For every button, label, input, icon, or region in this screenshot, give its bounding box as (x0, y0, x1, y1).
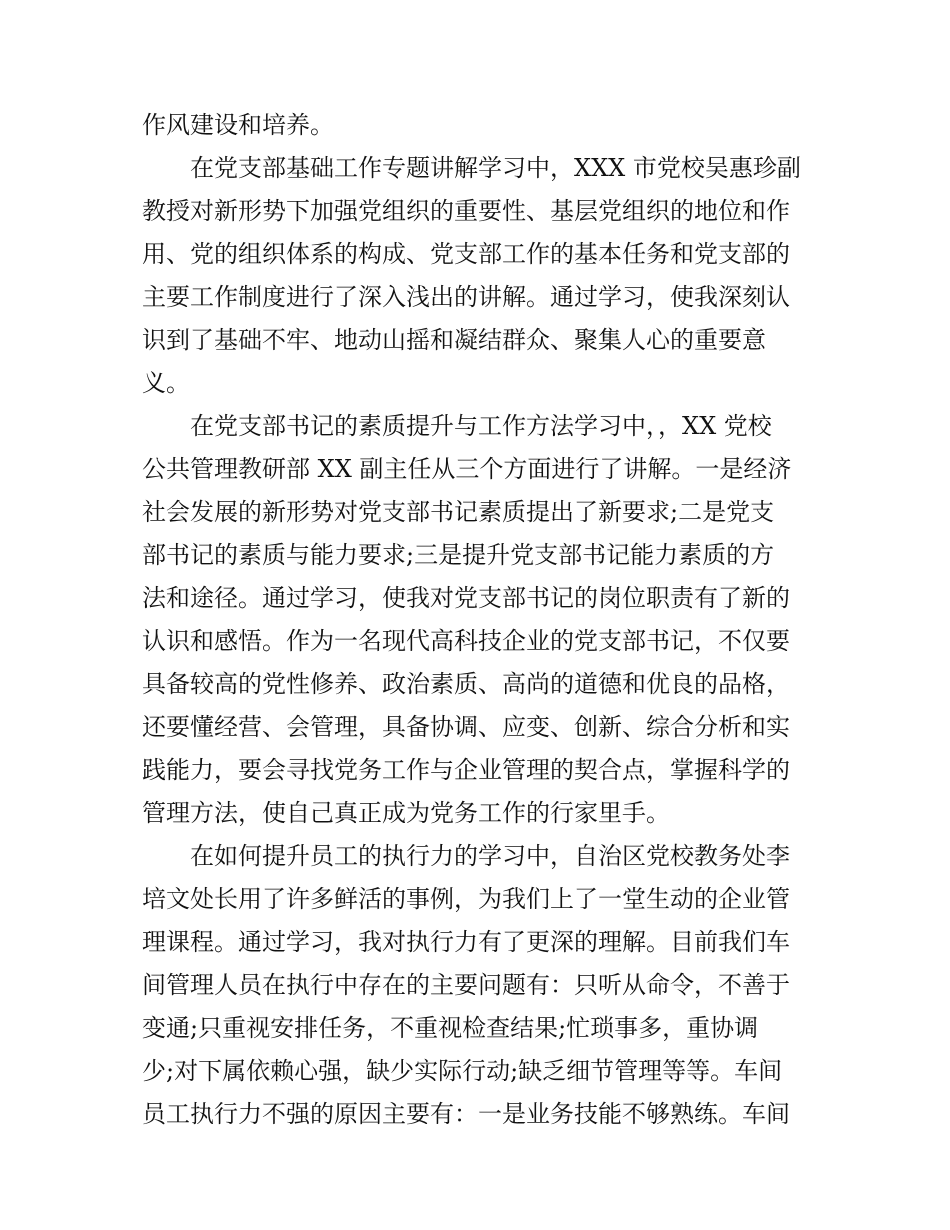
text-line: 主要工作制度进行了深入浅出的讲解。通过学习，使我深刻认 (142, 283, 790, 311)
text-line: 少;对下属依赖心强，缺少实际行动;缺乏细节管理等等。车间 (142, 1057, 783, 1085)
text-line: 识到了基础不牢、地动山摇和凝结群众、聚集人心的重要意 (142, 326, 766, 354)
text-line: 义。 (142, 369, 190, 397)
text-line: 法和途径。通过学习，使我对党支部书记的岗位职责有了新的 (142, 584, 790, 612)
text-line: 具备较高的党性修养、政治素质、高尚的道德和优良的品格， (142, 670, 790, 698)
text-line: 还要懂经营、会管理，具备协调、应变、创新、综合分析和实 (142, 713, 790, 741)
text-line: 变通;只重视安排任务，不重视检查结果;忙琐事多，重协调 (142, 1014, 759, 1042)
text-line: 管理方法，使自己真正成为党务工作的行家里手。 (142, 799, 670, 827)
body-text (142, 104, 812, 1136)
text-line: 社会发展的新形势对党支部书记素质提出了新要求;二是党支 (142, 498, 775, 526)
text-line: 在如何提升员工的执行力的学习中，自治区党校教务处李 (190, 842, 790, 870)
paragraph-3 (142, 405, 812, 835)
text-line: 培文处长用了许多鲜活的事例，为我们上了一堂生动的企业管 (142, 885, 790, 913)
text-line: 在党支部书记的素质提升与工作方法学习中，，XX 党校 (190, 412, 772, 440)
text-line: 认识和感悟。作为一名现代高科技企业的党支部书记，不仅要 (142, 627, 790, 655)
text-line: 践能力，要会寻找党务工作与企业管理的契合点，掌握科学的 (142, 756, 790, 784)
text-line: 作风建设和培养。 (142, 111, 334, 139)
text-line: 理课程。通过学习，我对执行力有了更深的理解。目前我们车 (142, 928, 790, 956)
text-line: 间管理人员在执行中存在的主要问题有：只听从命令，不善于 (142, 971, 790, 999)
text-line: 在党支部基础工作专题讲解学习中，XXX 市党校吴惠珍副 (190, 154, 801, 182)
text-line: 员工执行力不强的原因主要有：一是业务技能不够熟练。车间 (142, 1100, 790, 1128)
paragraph-4 (142, 835, 812, 1136)
paragraph-2 (142, 147, 812, 405)
text-line: 部书记的素质与能力要求;三是提升党支部书记能力素质的方 (142, 541, 775, 569)
text-line: 公共管理教研部 XX 副主任从三个方面进行了讲解。一是经济 (142, 455, 792, 483)
text-line: 教授对新形势下加强党组织的重要性、基层党组织的地位和作 (142, 197, 790, 225)
paragraph-1 (142, 104, 812, 147)
text-line: 用、党的组织体系的构成、党支部工作的基本任务和党支部的 (142, 240, 790, 268)
